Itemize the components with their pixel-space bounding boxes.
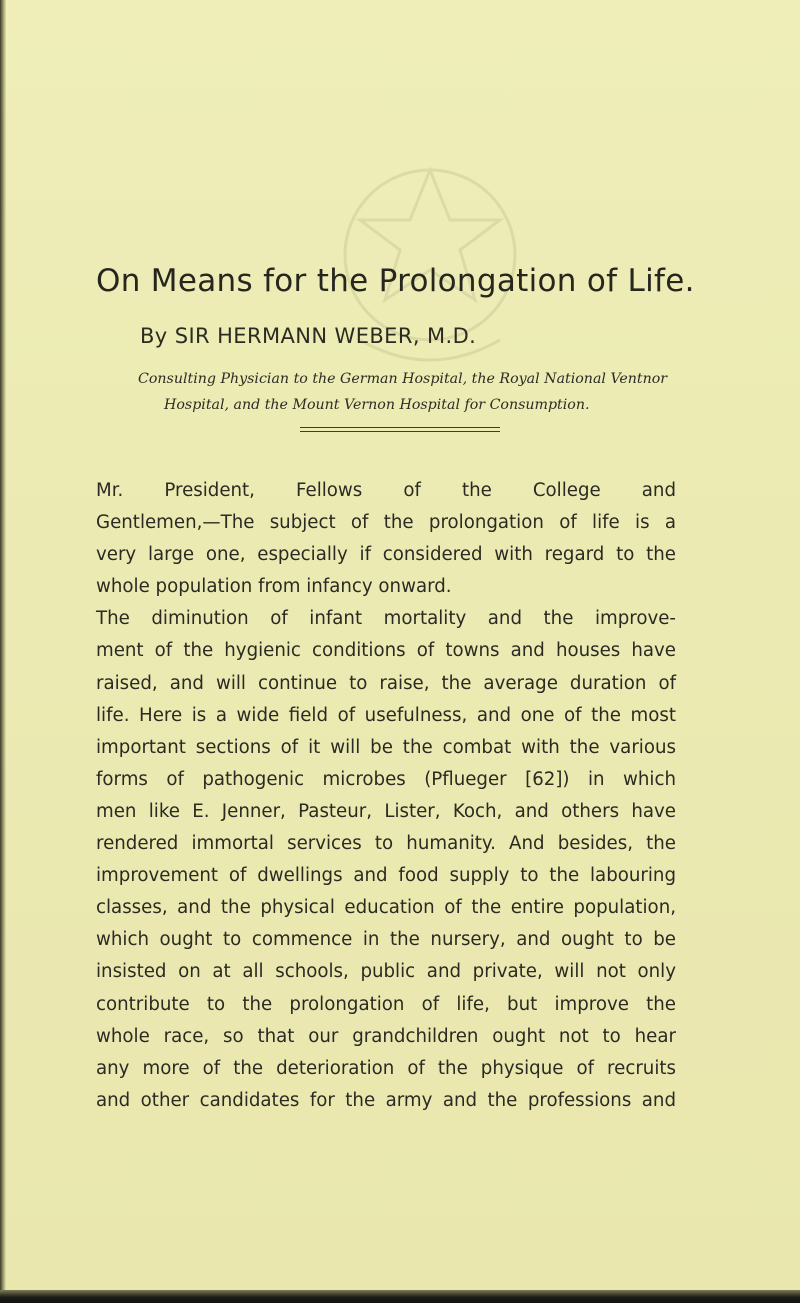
page-left-edge [0, 0, 6, 1303]
body-line: contribute to the prolongation of life, but improve the [96, 993, 676, 1015]
affiliation-line: Hospital, and the Mount Vernon Hospital for Consumption. [164, 397, 590, 413]
body-line: whole race, so that our grandchildren ought not to hear [96, 1025, 676, 1047]
body-line: important sections of it will be the combat with the various [96, 736, 676, 758]
body-line: ment of the hygienic conditions of towns and houses have [96, 640, 676, 662]
article-body [96, 475, 676, 1117]
author-byline: By SIR HERMANN WEBER, M.D. [140, 324, 477, 348]
affiliation-line: Consulting Physician to the German Hospital, the Royal National Ventnor [138, 371, 668, 387]
body-line: forms of pathogenic microbes (Pflueger [62]) in which [96, 768, 676, 790]
body-line: and other candidates for the army and the professions and [96, 1089, 676, 1111]
body-line: classes, and the physical education of the entire population, [96, 897, 676, 919]
body-line: Mr. President, Fellows of the College and [96, 480, 676, 501]
body-line: Gentlemen,—The subject of the prolongation of life is a [96, 512, 676, 534]
author-affiliation [138, 366, 718, 418]
body-line: any more of the deterioration of the physique of recruits [96, 1057, 676, 1079]
body-line: which ought to commence in the nursery, and ought to be [96, 929, 676, 951]
body-line: The diminution of infant mortality and the improve- [96, 608, 676, 630]
article-title: On Means for the Prolongation of Life. [96, 263, 695, 299]
body-line: improvement of dwellings and food supply to the labouring [96, 865, 676, 887]
body-line: whole population from infancy onward. [96, 576, 452, 598]
page-bottom-edge [0, 1290, 800, 1303]
body-line: raised, and will continue to raise, the average duration of [96, 672, 676, 694]
body-line: very large one, especially if considered with regard to the [96, 544, 676, 566]
body-line: men like E. Jenner, Pasteur, Lister, Koch, and others have [96, 800, 676, 822]
section-divider [300, 427, 500, 428]
body-line: life. Here is a wide field of usefulness, and one of the most [96, 704, 676, 726]
body-line: insisted on at all schools, public and private, will not only [96, 961, 676, 983]
body-line: rendered immortal services to humanity. And besides, the [96, 833, 676, 855]
section-divider [300, 431, 500, 432]
